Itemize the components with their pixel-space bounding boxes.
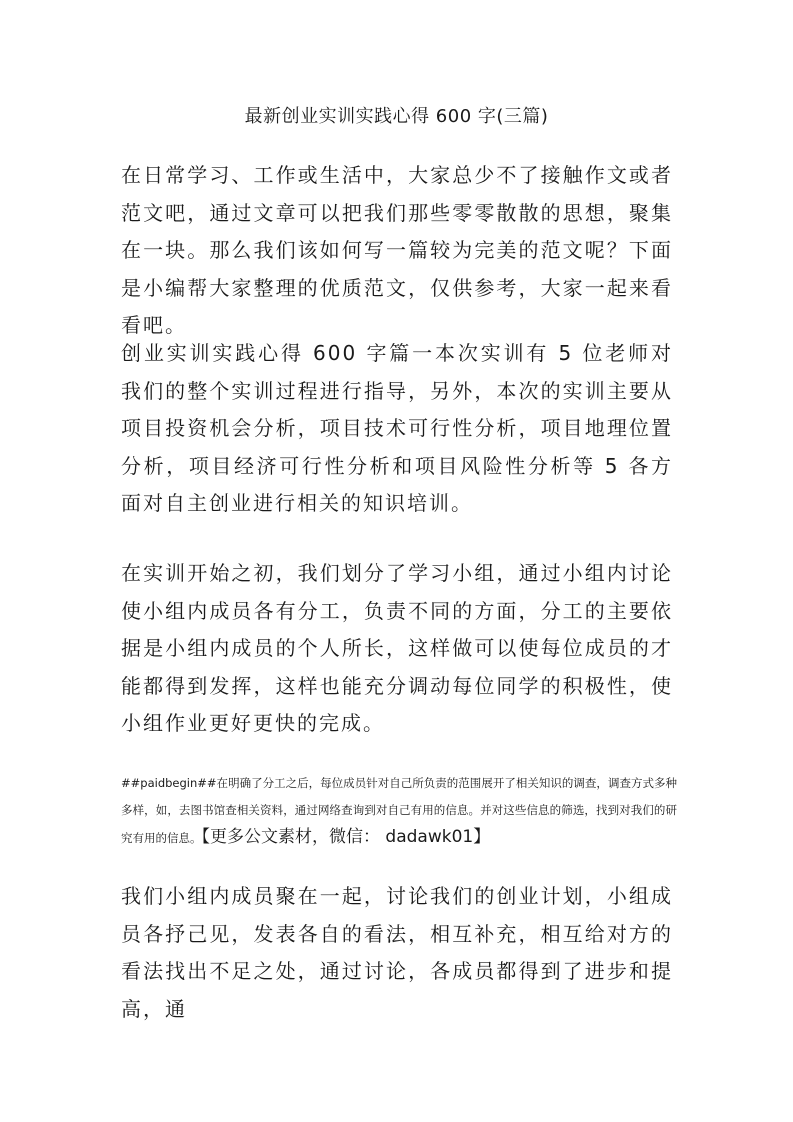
intro-paragraph: 在日常学习、工作或生活中，大家总少不了接触作文或者范文吧，通过文章可以把我们那些零零散散的思想，聚集在一块。那么我们该如何写一篇较为完美的范文呢？下面是小编帮大家整理的优质范文，仅供参考，大家一起来看看吧。 bbox=[121, 163, 673, 337]
paid-section-paragraph bbox=[121, 770, 677, 852]
promo-text: 【更多公文素材，微信： dadawk01】 bbox=[201, 827, 491, 847]
paid-begin-marker: ##paidbegin## bbox=[121, 776, 217, 790]
paragraph-part-one: 创业实训实践心得 600 字篇一本次实训有 5 位老师对我们的整个实训过程进行指导，另外，本次的实训主要从项目投资机会分析，项目技术可行性分析，项目地理位置分析，项目经济可行性分析和项目风险性分析等 5 各方面对自主创业进行相关的知识培训。 bbox=[121, 341, 673, 515]
document-title: 最新创业实训实践心得 600 字(三篇) bbox=[244, 106, 549, 127]
paragraph-group-division: 在实训开始之初，我们划分了学习小组，通过小组内讨论使小组内成员各有分工，负责不同的方面，分工的主要依据是小组内成员的个人所长，这样做可以使每位成员的才能都得到发挥，这样也能充分调动每位同学的积极性，使小组作业更好更快的完成。 bbox=[121, 561, 673, 735]
paid-section-text: 在明确了分工之后，每位成员针对自己所负责的范围展开了相关知识的调查，调查方式多种多样，如，去图书馆查相关资料，通过网络查询到对自己有用的信息。并对这些信息的筛选，找到对我们的研究有用的信息。 bbox=[121, 776, 677, 845]
paragraph-discussion: 我们小组内成员聚在一起，讨论我们的创业计划，小组成员各抒己见，发表各自的看法，相互补充，相互给对方的看法找出不足之处，通过讨论，各成员都得到了进步和提高，通 bbox=[121, 884, 673, 1021]
